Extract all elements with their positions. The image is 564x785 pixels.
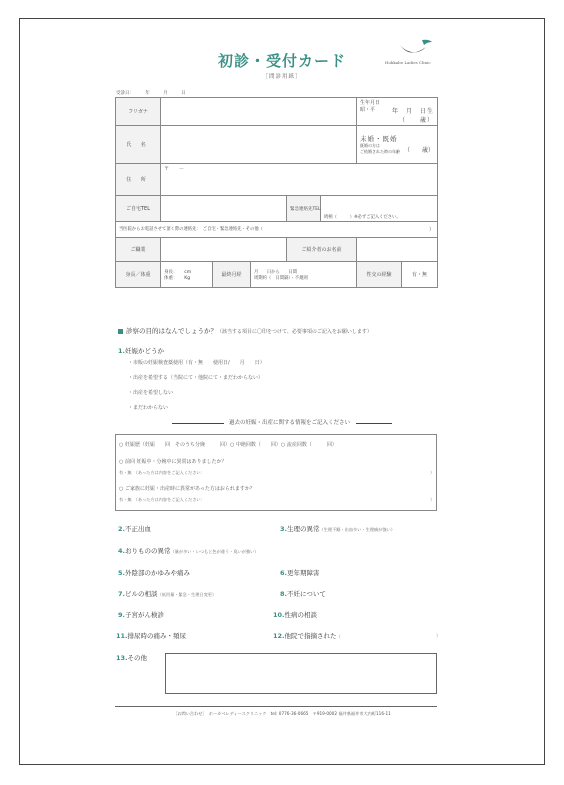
purpose-heading: 診察の目的はなんでしょうか？（該当する項目に〇印をつけて、必要事項のご記入をお願いします） [118, 326, 372, 335]
patient-info-table [115, 97, 438, 288]
past-pregnancy-heading: 過去の妊娠・出産に関する情報をご記入ください [229, 420, 351, 426]
item-10[interactable]: 10.性病の相談 [273, 611, 318, 619]
weight-field: 体重： Kg [164, 275, 191, 281]
contact-preference[interactable]: 当医院からお電話させて頂く際の連絡先： ご自宅・緊急連絡先・その他（ ） [116, 222, 438, 238]
item-12-close: ） [436, 633, 441, 638]
previous-abnormal-answer[interactable]: 有・無 （あった方は内容をご記入ください： [119, 470, 205, 475]
home-tel-field[interactable] [161, 196, 287, 222]
item-1-sub[interactable]: ・まだわからない [128, 405, 169, 411]
emergency-tel-label: 緊急連絡先TEL [287, 196, 321, 222]
birth-age: （ 歳） [399, 117, 435, 124]
birth-label: 生年月日 [360, 100, 381, 106]
last-period-label: 最終月経 [213, 262, 251, 288]
pregnancy-history[interactable]: ○ 妊娠歴（妊娠 回 そのうち分娩 回）○ 中絶回数（ 回）○ 流産回数（ 回） [119, 442, 337, 448]
purpose-note: （該当する項目に〇印をつけて、必要事項のご記入をお願いします） [217, 329, 372, 335]
item-7[interactable]: 7.ピルの相談（低用量・緊急・生理日変更） [118, 590, 217, 598]
page-title: 初診・受付カード [217, 52, 346, 70]
footer-contact: ［お問い合わせ］ ホーカベレディースクリニック tel: 0776-36-0665 〒919-0002 福井県福井市大内町116-11 [173, 711, 391, 716]
family-abnormal-question: ○ ご家族に妊娠・出産時に異常があった方はおられますか？ [119, 486, 255, 492]
close-paren: ） [430, 470, 435, 475]
period-cycle: 周期約（ 日間隔）・不規則 [254, 275, 308, 281]
referrer-field[interactable] [357, 238, 438, 262]
item-1-sub[interactable]: ・市販の妊娠検査薬使用（有・無 使用日/ 月 日） [128, 360, 265, 366]
sex-exp-options[interactable]: 有・無 [402, 262, 438, 288]
item-8[interactable]: 8.不妊について [280, 590, 326, 598]
marital-cell[interactable] [357, 126, 438, 164]
name-label: 氏 名 [116, 126, 161, 164]
item-3[interactable]: 3.生理の異常（生理不順・出血多い・生理痛が強い） [280, 525, 395, 533]
item-1-sub[interactable]: ・出産を希望する（当院にて・他院にて・まだわからない） [128, 375, 264, 381]
visit-date-line[interactable]: 受診日： 年 月 日 [116, 91, 186, 96]
item-1[interactable]: 1.妊娠かどうか [118, 347, 164, 355]
item-13[interactable]: 13.その他 [116, 654, 148, 662]
birth-cell[interactable] [357, 98, 438, 126]
postal-code: 〒 － [164, 166, 185, 172]
page-subtitle: ［問診用紙］ [262, 74, 302, 80]
item-2[interactable]: 2.不正出血 [118, 525, 151, 533]
marital-note: 既婚の方は ご結婚された時の年齢 [360, 143, 401, 154]
referrer-label: ご紹介者のお名前 [287, 238, 357, 262]
other-textbox[interactable] [165, 653, 437, 694]
item-12[interactable]: 12.他院で指摘された（ [273, 632, 341, 640]
furigana-label: フリガナ [116, 98, 161, 126]
relation-note: 続柄（ ）※必ずご記入ください。 [324, 215, 401, 220]
item-4[interactable]: 4.おりものの異常（量が多い・いつもと色が違う・臭いが強い） [118, 547, 259, 555]
height-field: 身長： cm [164, 269, 192, 275]
close-paren: ） [430, 497, 435, 502]
address-field[interactable] [161, 164, 438, 196]
furigana-field[interactable] [161, 98, 357, 126]
divider-line [172, 423, 224, 424]
birth-fields: 年 月 日生 [392, 108, 435, 115]
marital-status: 未婚・既婚 [360, 135, 398, 143]
item-6[interactable]: 6.更年期障害 [280, 569, 320, 577]
occupation-field[interactable] [161, 238, 287, 262]
height-weight-label: 身長／体重 [116, 262, 161, 288]
marital-age: （ 歳） [404, 146, 435, 154]
occupation-label: ご職業 [116, 238, 161, 262]
home-tel-label: ご自宅TEL [116, 196, 161, 222]
period-range: 月 日から 日間 [254, 269, 297, 275]
item-1-sub[interactable]: ・出産を希望しない [128, 390, 174, 396]
footer-divider [115, 706, 437, 707]
item-9[interactable]: 9.子宮がん検診 [118, 611, 164, 619]
family-abnormal-answer[interactable]: 有・無 （あった方は内容をご記入ください： [119, 497, 205, 502]
emergency-tel-field[interactable] [321, 196, 438, 222]
divider-line [356, 423, 392, 424]
item-5[interactable]: 5.外陰部のかゆみや痛み [118, 569, 190, 577]
square-bullet-icon [118, 329, 123, 334]
contact-close: ） [429, 227, 435, 233]
name-field[interactable] [161, 126, 357, 164]
address-label: 住 所 [116, 164, 161, 196]
sex-exp-label: 性交の経験 [357, 262, 402, 288]
previous-abnormal-question: ○ 前回 妊娠中・分娩中に異常はありましたか？ [119, 459, 227, 465]
birth-era: 昭・平 [360, 107, 376, 113]
last-period-field[interactable] [251, 262, 357, 288]
logo-text: Hokkabe Ladies Clinic [385, 60, 431, 65]
height-weight-field[interactable] [161, 262, 213, 288]
item-11[interactable]: 11.排尿時の痛み・頻尿 [116, 632, 187, 640]
